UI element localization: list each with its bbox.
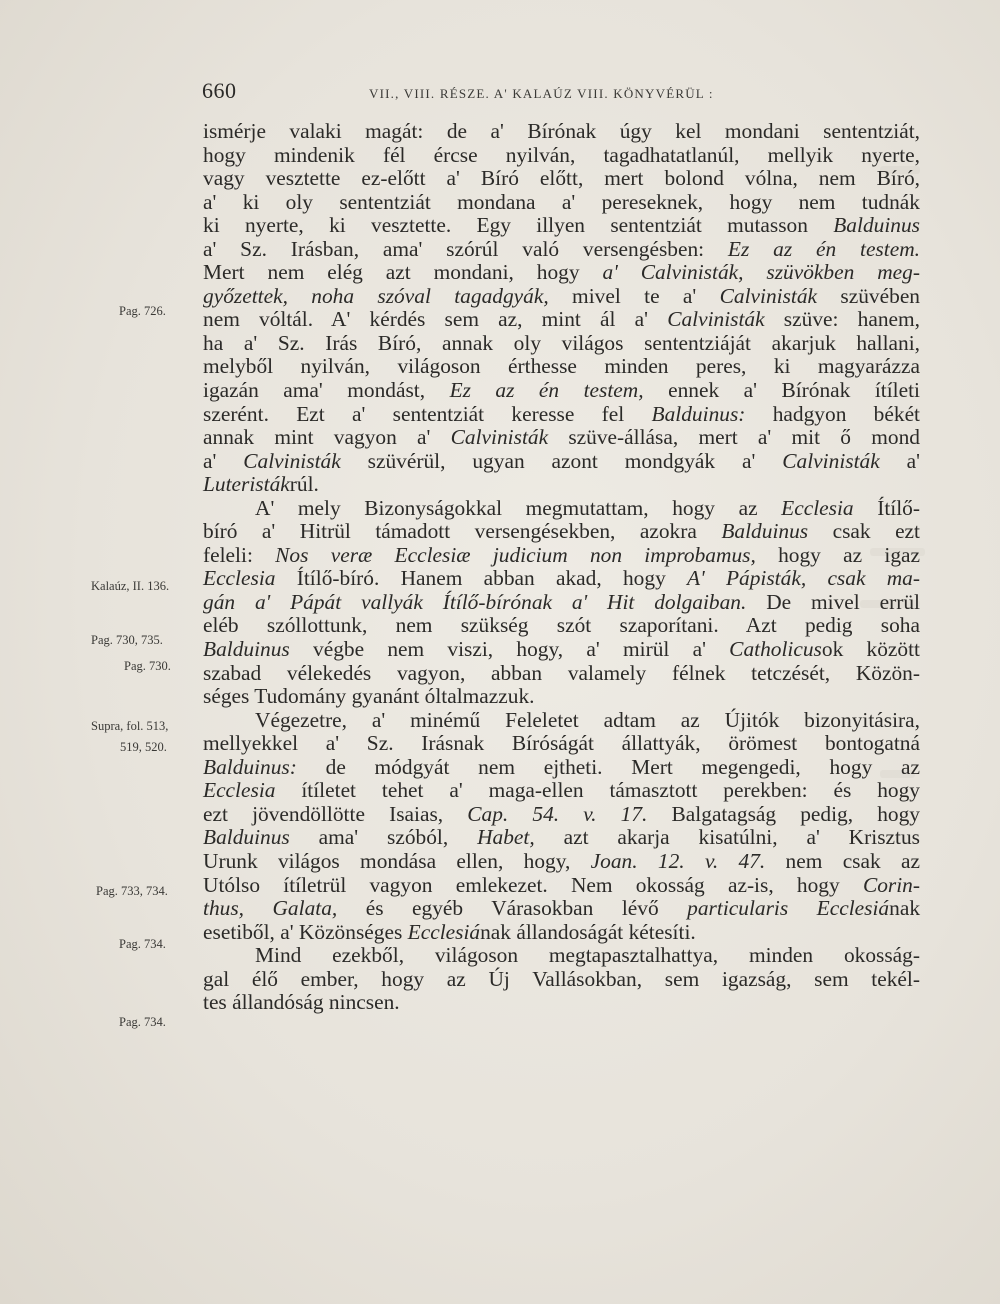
text-run: Ítílő-bíró. Hanem abban akad, hogy (275, 566, 688, 591)
page-number: 660 (202, 78, 237, 103)
margin-note: Pag. 730, 735. (91, 633, 163, 647)
text-run: Végezetre, a' minémű Feleletet adtam az Újitók bizonyitásira, (255, 707, 920, 732)
italic-text: particularis Ecclesiá (687, 896, 890, 921)
text-run: ha a' Sz. Irás Bíró, annak oly világos sententziáját akarjuk hallani, (203, 330, 920, 355)
margin-note: Pag. 734. (119, 937, 166, 951)
text-run: ennek a' Bírónak ítíleti (643, 378, 920, 403)
text-run: ismérje valaki magát: de a' Bírónak úgy kel mondani sententziát, (203, 119, 920, 143)
text-line (203, 332, 920, 356)
text-run: szabad vélekedés vagyon, abban valamely félnek tetczését, Közön- (203, 660, 920, 685)
italic-text: Calvinisták (719, 283, 818, 308)
text-run: igazán ama' mondást, (203, 378, 450, 403)
text-line (203, 261, 920, 285)
text-run: melyből nyilván, világoson érthesse minden peres, ki magyarázza (203, 354, 920, 379)
text-run: ezt jövendöllötte Isaias, (203, 801, 468, 826)
text-line (203, 779, 920, 803)
text-line (203, 803, 920, 827)
margin-note: Supra, fol. 513, (91, 719, 169, 733)
text-line (203, 991, 920, 1015)
text-run: eléb szóllottunk, nem szükség szót szaporítani. Azt pedig soha (203, 613, 920, 638)
running-head: VII., VIII. RÉSZE. A' KALAÚZ VIII. KÖNYVÉRÜL : (369, 86, 714, 101)
margin-note: Kalaúz, II. 136. (91, 579, 170, 593)
text-run: szüvében (817, 283, 921, 308)
text-run: hadgyon békét (745, 401, 921, 426)
text-line (203, 850, 920, 874)
text-run: szüvérül, ugyan azont mondgyák a' (340, 448, 783, 473)
text-run: csak ezt (808, 519, 920, 544)
margin-note: Pag. 733, 734. (96, 884, 168, 898)
text-line (203, 191, 920, 215)
text-run: azt akarja kisatúlni, a' Krisztus (534, 825, 920, 850)
text-line (203, 638, 920, 662)
text-run: tes állandóság nincsen. (203, 990, 400, 1015)
text-line (203, 144, 920, 168)
text-run: rúl. (289, 472, 319, 497)
text-run: de módgyát nem ejtheti. Mert megengedi, hogy az (296, 754, 920, 779)
text-line (203, 756, 920, 780)
italic-text: thus, Galata, (203, 896, 338, 921)
margin-note: Pag. 726. (119, 304, 166, 318)
text-line (203, 544, 920, 568)
text-run: nem csak az (765, 848, 920, 873)
text-run: szüve: hanem, (764, 307, 920, 332)
text-run: ítíletet tehet a' maga-ellen támasztott perekben: és hogy (275, 778, 920, 803)
text-run: bíró a' Hitrül támadott versengésekben, azokra (203, 519, 722, 544)
italic-text: Balduinus: (203, 754, 297, 779)
italic-text: Cap. 54. v. 17. (467, 801, 648, 826)
text-line (203, 520, 920, 544)
text-run: a' (203, 448, 244, 473)
text-line (203, 497, 920, 521)
text-run: Ítílő- (853, 495, 920, 520)
page-header (202, 78, 920, 108)
text-line (203, 921, 920, 945)
text-run: annak mint vagyon a' (203, 425, 451, 450)
text-line (203, 426, 920, 450)
text-line (203, 167, 920, 191)
text-line (203, 450, 920, 474)
italic-text: Balduinus (833, 213, 920, 238)
text-run: séges Tudomány gyanánt óltalmazzuk. (203, 684, 535, 709)
text-line (203, 567, 920, 591)
italic-text: Balduinus (203, 637, 290, 662)
text-run: végbe nem viszi, hogy, a' mirül a' (289, 637, 730, 662)
italic-text: Ez az én testem. (727, 236, 920, 261)
text-run: Mind ezekből, világoson megtapasztalhattya, minden okosság- (255, 943, 920, 968)
text-line (203, 662, 920, 686)
text-run: mivel te a' (548, 283, 720, 308)
italic-text: Calvinisták (243, 448, 341, 473)
text-line (203, 308, 920, 332)
italic-text: Ecclesiá (407, 919, 481, 944)
text-line (203, 379, 920, 403)
italic-text: Catholicus (729, 637, 822, 662)
italic-text: Ecclesia (781, 495, 854, 520)
italic-text: Ecclesia (203, 566, 276, 591)
margin-notes (0, 0, 200, 1304)
text-run: szerént. Ezt a' sententziát keresse fel (203, 401, 652, 426)
italic-text: Calvinisták (782, 448, 880, 473)
margin-note: 519, 520. (120, 740, 167, 754)
italic-text: Habet, (477, 825, 535, 850)
text-run: vagy vesztette ez-előtt a' Bíró előtt, mert bolond vólna, nem Bíró, (203, 166, 920, 191)
text-run: hogy mindenik fél ércse nyilván, tagadhatatlanúl, mellyik nyerte, (203, 142, 920, 167)
italic-text: a' Calvinisták, szüvökben meg- (602, 260, 920, 285)
text-line (203, 826, 920, 850)
text-run: A' mely Bizonyságokkal megmutattam, hogy az (255, 495, 782, 520)
text-line (203, 591, 920, 615)
text-run: hogy az igaz (755, 542, 921, 567)
italic-text: Calvinisták (667, 307, 765, 332)
text-run: a' Sz. Irásban, ama' szórúl való versengésben: (203, 236, 728, 261)
body-text (203, 120, 920, 1015)
text-line (203, 709, 920, 733)
text-line (203, 944, 920, 968)
italic-text: Ecclesia (203, 778, 276, 803)
text-line (203, 120, 920, 144)
italic-text: Luteristák (203, 472, 290, 497)
italic-text: Joan. 12. v. 47. (590, 848, 766, 873)
text-run: és egyéb Várasokban lévő (337, 896, 688, 921)
text-run: a' ki oly sententziát mondana a' pereseknek, hogy nem tudnák (203, 189, 920, 214)
text-run: Urunk világos mondása ellen, hogy, (203, 848, 591, 873)
text-run: esetiből, a' Közönséges (203, 919, 408, 944)
text-line (203, 403, 920, 427)
text-run: De mivel errül (746, 589, 920, 614)
margin-note: Pag. 734. (119, 1015, 166, 1029)
text-run: Mert nem elég azt mondani, hogy (203, 260, 603, 285)
italic-text: A' Pápisták, csak ma- (687, 566, 920, 591)
italic-text: gán a' Pápát vallyák Ítílő-bírónak a' Hit dolgaiban. (203, 589, 747, 614)
italic-text: Nos veræ Ecclesiæ judicium non improbamus, (275, 542, 756, 567)
italic-text: Balduinus: (651, 401, 746, 426)
text-run: ama' szóból, (289, 825, 478, 850)
italic-text: Calvinisták (450, 425, 549, 450)
text-run: Balgatagság pedig, hogy (647, 801, 920, 826)
text-run: nak (889, 896, 921, 921)
text-run: ok között (821, 637, 920, 662)
text-run: Utólso ítíletrül vagyon emlekezet. Nem okosság az-is, hogy (203, 872, 863, 897)
text-line (203, 968, 920, 992)
italic-text: győzettek, noha szóval tagadgyák, (203, 283, 549, 308)
text-line (203, 685, 920, 709)
text-run: ki nyerte, ki vesztette. Egy illyen sententziát mutasson (203, 213, 834, 238)
text-line (203, 897, 920, 921)
text-run: a' (879, 448, 920, 473)
text-line (203, 614, 920, 638)
text-run: gal élő ember, hogy az Új Vallásokban, sem igazság, sem tekél- (203, 966, 920, 991)
text-run: mellyekkel a' Sz. Irásnak Bíróságát állattyák, örömest bontogatná (203, 731, 920, 756)
margin-note: Pag. 730. (124, 659, 171, 673)
text-run: szüve-állása, mert a' mit ő mond (548, 425, 920, 450)
text-run: feleli: (203, 542, 276, 567)
text-run: nak állandoságát kétesíti. (480, 919, 696, 944)
text-line (203, 473, 920, 497)
italic-text: Balduinus (203, 825, 290, 850)
text-line (203, 355, 920, 379)
text-run: nem vóltál. A' kérdés sem az, mint ál a' (203, 307, 668, 332)
italic-text: Balduinus (721, 519, 809, 544)
italic-text: Ez az én testem, (449, 378, 644, 403)
text-line (203, 285, 920, 309)
text-line (203, 238, 920, 262)
text-line (203, 214, 920, 238)
text-line (203, 874, 920, 898)
italic-text: Corin- (862, 872, 920, 897)
text-line (203, 732, 920, 756)
